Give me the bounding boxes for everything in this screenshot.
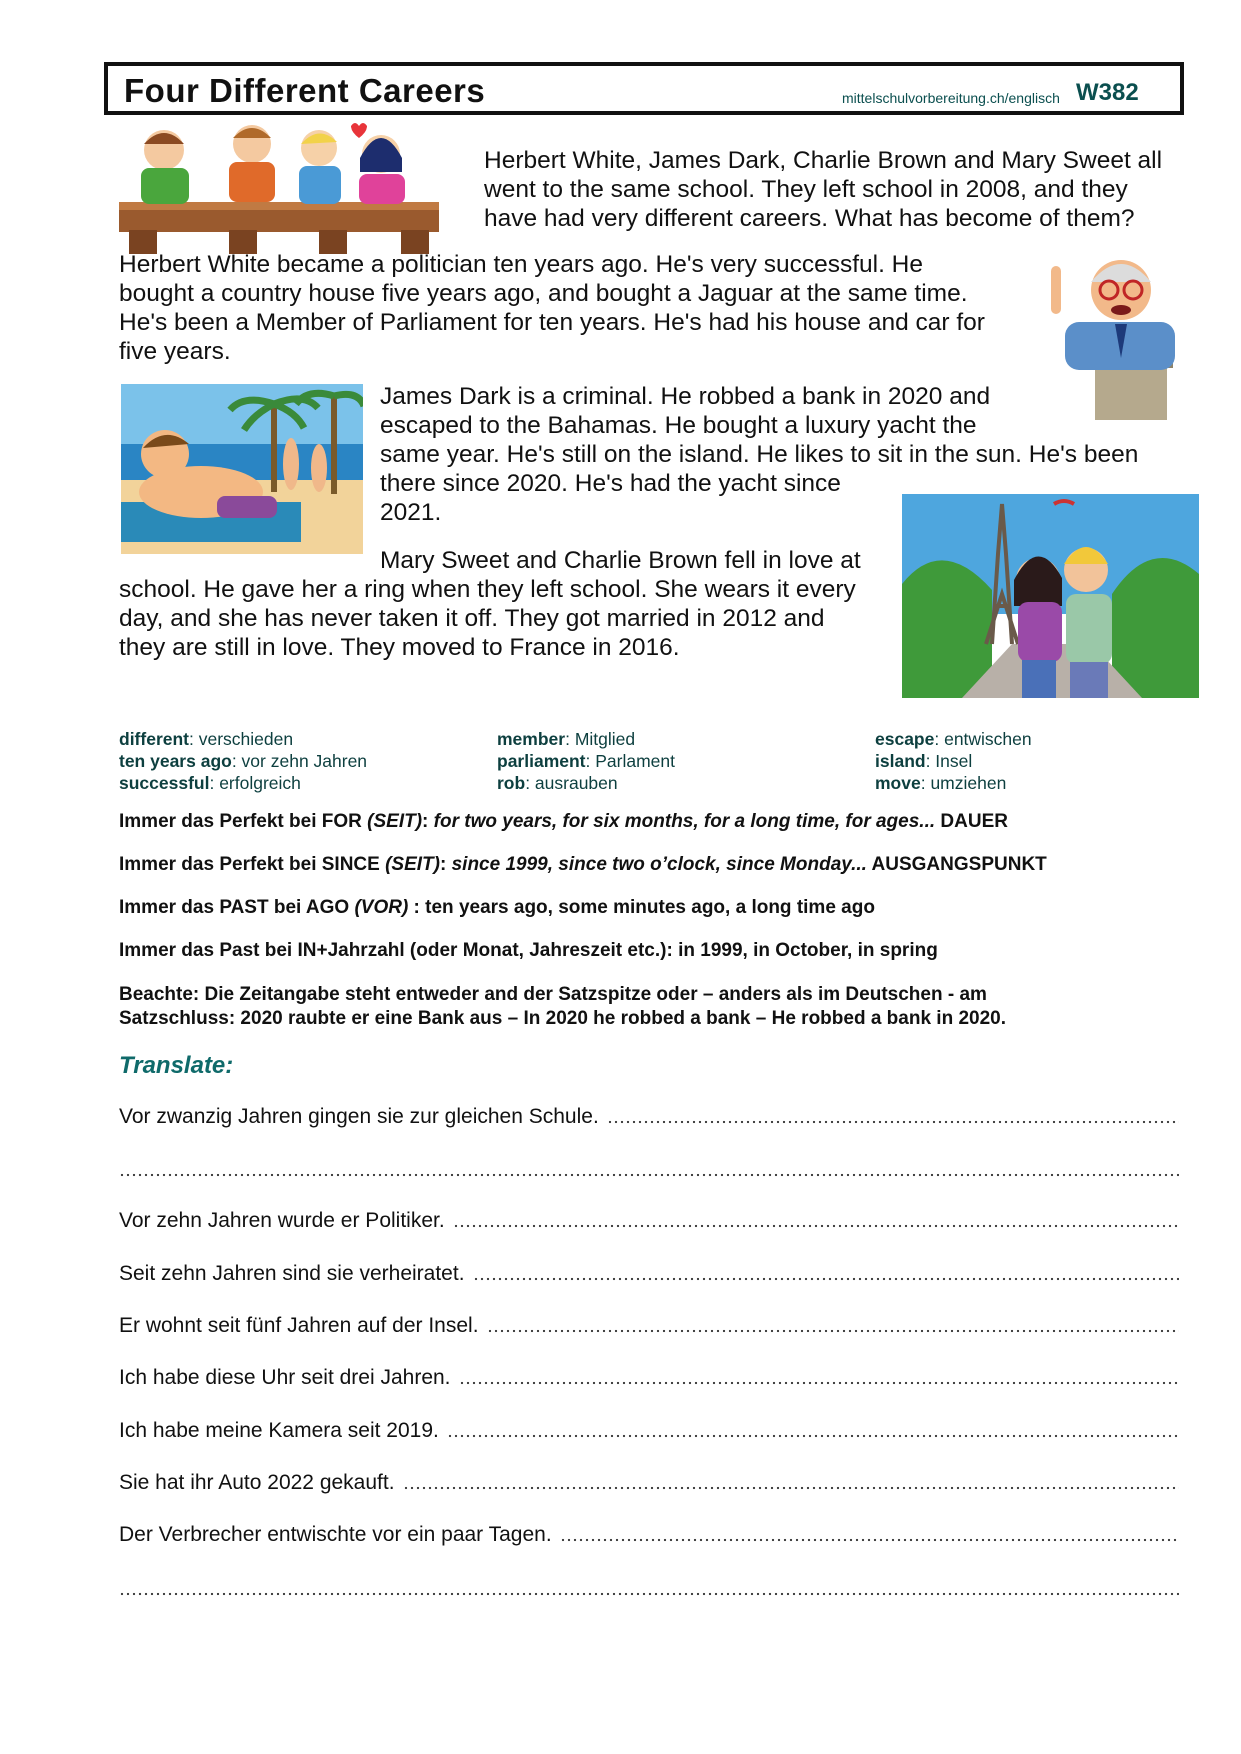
text-line: 2021.: [380, 499, 442, 526]
site-url[interactable]: mittelschulvorbereitung.ch/englisch: [842, 90, 1060, 106]
answer-line[interactable]: [560, 1538, 1179, 1542]
beach-illustration: [121, 384, 363, 554]
answer-line[interactable]: [403, 1486, 1179, 1490]
text-line: Herbert White became a politician ten years ago. He's very successful. He: [119, 251, 924, 278]
text-line: Herbert White, James Dark, Charlie Brown and Mary Sweet all: [484, 147, 1163, 174]
paris-couple-illustration: [902, 494, 1199, 698]
translate-prompt: Vor zehn Jahren wurde er Politiker.: [119, 1209, 445, 1232]
grammar-rule-for: Immer das Perfekt bei FOR (SEIT): for two years, for six months, for a long time, for ages... DAUER: [119, 811, 1008, 832]
translate-row: [119, 1150, 1179, 1182]
translate-prompt: Der Verbrecher entwischte vor ein paar Tagen.: [119, 1523, 552, 1546]
answer-line[interactable]: [119, 1173, 1179, 1177]
translate-prompt: Seit zehn Jahren sind sie verheiratet.: [119, 1262, 465, 1285]
vocab-entry: move: umziehen: [875, 773, 1007, 793]
vocab-entry: escape: entwischen: [875, 729, 1032, 749]
vocab-entry: successful: erfolgreich: [119, 773, 301, 793]
vocab-column-2: [497, 728, 675, 794]
text-line: there since 2020. He's had the yacht since: [380, 470, 841, 497]
translate-row: [119, 1254, 1179, 1286]
mary-paragraph: [119, 575, 856, 662]
translate-row: [119, 1515, 1179, 1547]
text-line: day, and she has never taken it off. They got married in 2012 and: [119, 605, 825, 632]
vocab-entry: island: Insel: [875, 751, 973, 771]
text-line: they are still in love. They moved to France in 2016.: [119, 634, 680, 661]
translate-row: [119, 1306, 1179, 1338]
text-line: five years.: [119, 338, 231, 365]
note-line: Satzschluss: 2020 raubte er eine Bank aus – In 2020 he robbed a bank – He robbed a bank in 2020.: [119, 1008, 1007, 1029]
answer-line[interactable]: [607, 1120, 1179, 1124]
translate-prompt: Ich habe meine Kamera seit 2019.: [119, 1419, 439, 1442]
text-line: Mary Sweet and Charlie Brown fell in love at: [380, 547, 861, 574]
vocab-entry: member: Mitglied: [497, 729, 636, 749]
text-line: went to the same school. They left school in 2008, and they: [484, 176, 1128, 203]
text-line: James Dark is a criminal. He robbed a bank in 2020 and: [380, 383, 991, 410]
answer-line[interactable]: [453, 1224, 1179, 1228]
translate-prompt: Ich habe diese Uhr seit drei Jahren.: [119, 1366, 451, 1389]
intro-paragraph: [484, 146, 1162, 233]
text-line: have had very different careers. What has become of them?: [484, 205, 1135, 232]
note-line: Beachte: Die Zeitangabe steht entweder and der Satzspitze oder – anders als im Deutschen - am: [119, 984, 987, 1005]
vocab-column-3: [875, 728, 1032, 794]
translate-row: [119, 1097, 1179, 1129]
answer-line[interactable]: [487, 1329, 1179, 1333]
page-title: Four Different Careers: [124, 72, 486, 109]
grammar-rule-since: Immer das Perfekt bei SINCE (SEIT): since 1999, since two o’clock, since Monday... AUSGANGSPUNKT: [119, 854, 1047, 875]
mary-paragraph-first: [380, 546, 861, 575]
translate-prompt: Er wohnt seit fünf Jahren auf der Insel.: [119, 1314, 479, 1337]
grammar-rule-in-year: Immer das Past bei IN+Jahrzahl (oder Monat, Jahreszeit etc.): in 1999, in October, in spring: [119, 940, 938, 961]
translate-row: [119, 1201, 1179, 1233]
vocab-entry: parliament: Parlament: [497, 751, 675, 771]
translate-row: [119, 1569, 1179, 1601]
text-line: escaped to the Bahamas. He bought a luxury yacht the: [380, 412, 977, 439]
answer-line[interactable]: [119, 1592, 1179, 1596]
answer-line[interactable]: [459, 1381, 1179, 1385]
worksheet-code: W382: [1076, 79, 1139, 106]
translate-row: [119, 1358, 1179, 1390]
text-line: school. He gave her a ring when they left school. She wears it every: [119, 576, 856, 603]
classroom-illustration: [119, 118, 439, 256]
text-line: He's been a Member of Parliament for ten years. He's had his house and car for: [119, 309, 985, 336]
grammar-note: [119, 983, 1006, 1031]
answer-line[interactable]: [447, 1434, 1179, 1438]
herbert-paragraph: [119, 250, 985, 366]
translate-row: [119, 1463, 1179, 1495]
translate-prompt: Sie hat ihr Auto 2022 gekauft.: [119, 1471, 395, 1494]
worksheet-header: [104, 62, 1184, 115]
vocab-column-1: [119, 728, 367, 794]
answer-line[interactable]: [473, 1277, 1179, 1281]
vocab-entry: ten years ago: vor zehn Jahren: [119, 751, 368, 771]
grammar-rule-ago: Immer das PAST bei AGO (VOR) : ten years ago, some minutes ago, a long time ago: [119, 897, 875, 918]
vocab-entry: different: verschieden: [119, 729, 294, 749]
translate-row: [119, 1411, 1179, 1443]
text-line: same year. He's still on the island. He likes to sit in the sun. He's been: [380, 441, 1139, 468]
translate-prompt: Vor zwanzig Jahren gingen sie zur gleichen Schule.: [119, 1105, 599, 1128]
vocab-entry: rob: ausrauben: [497, 773, 618, 793]
text-line: bought a country house five years ago, and bought a Jaguar at the same time.: [119, 280, 968, 307]
translate-heading: Translate:: [119, 1052, 234, 1079]
